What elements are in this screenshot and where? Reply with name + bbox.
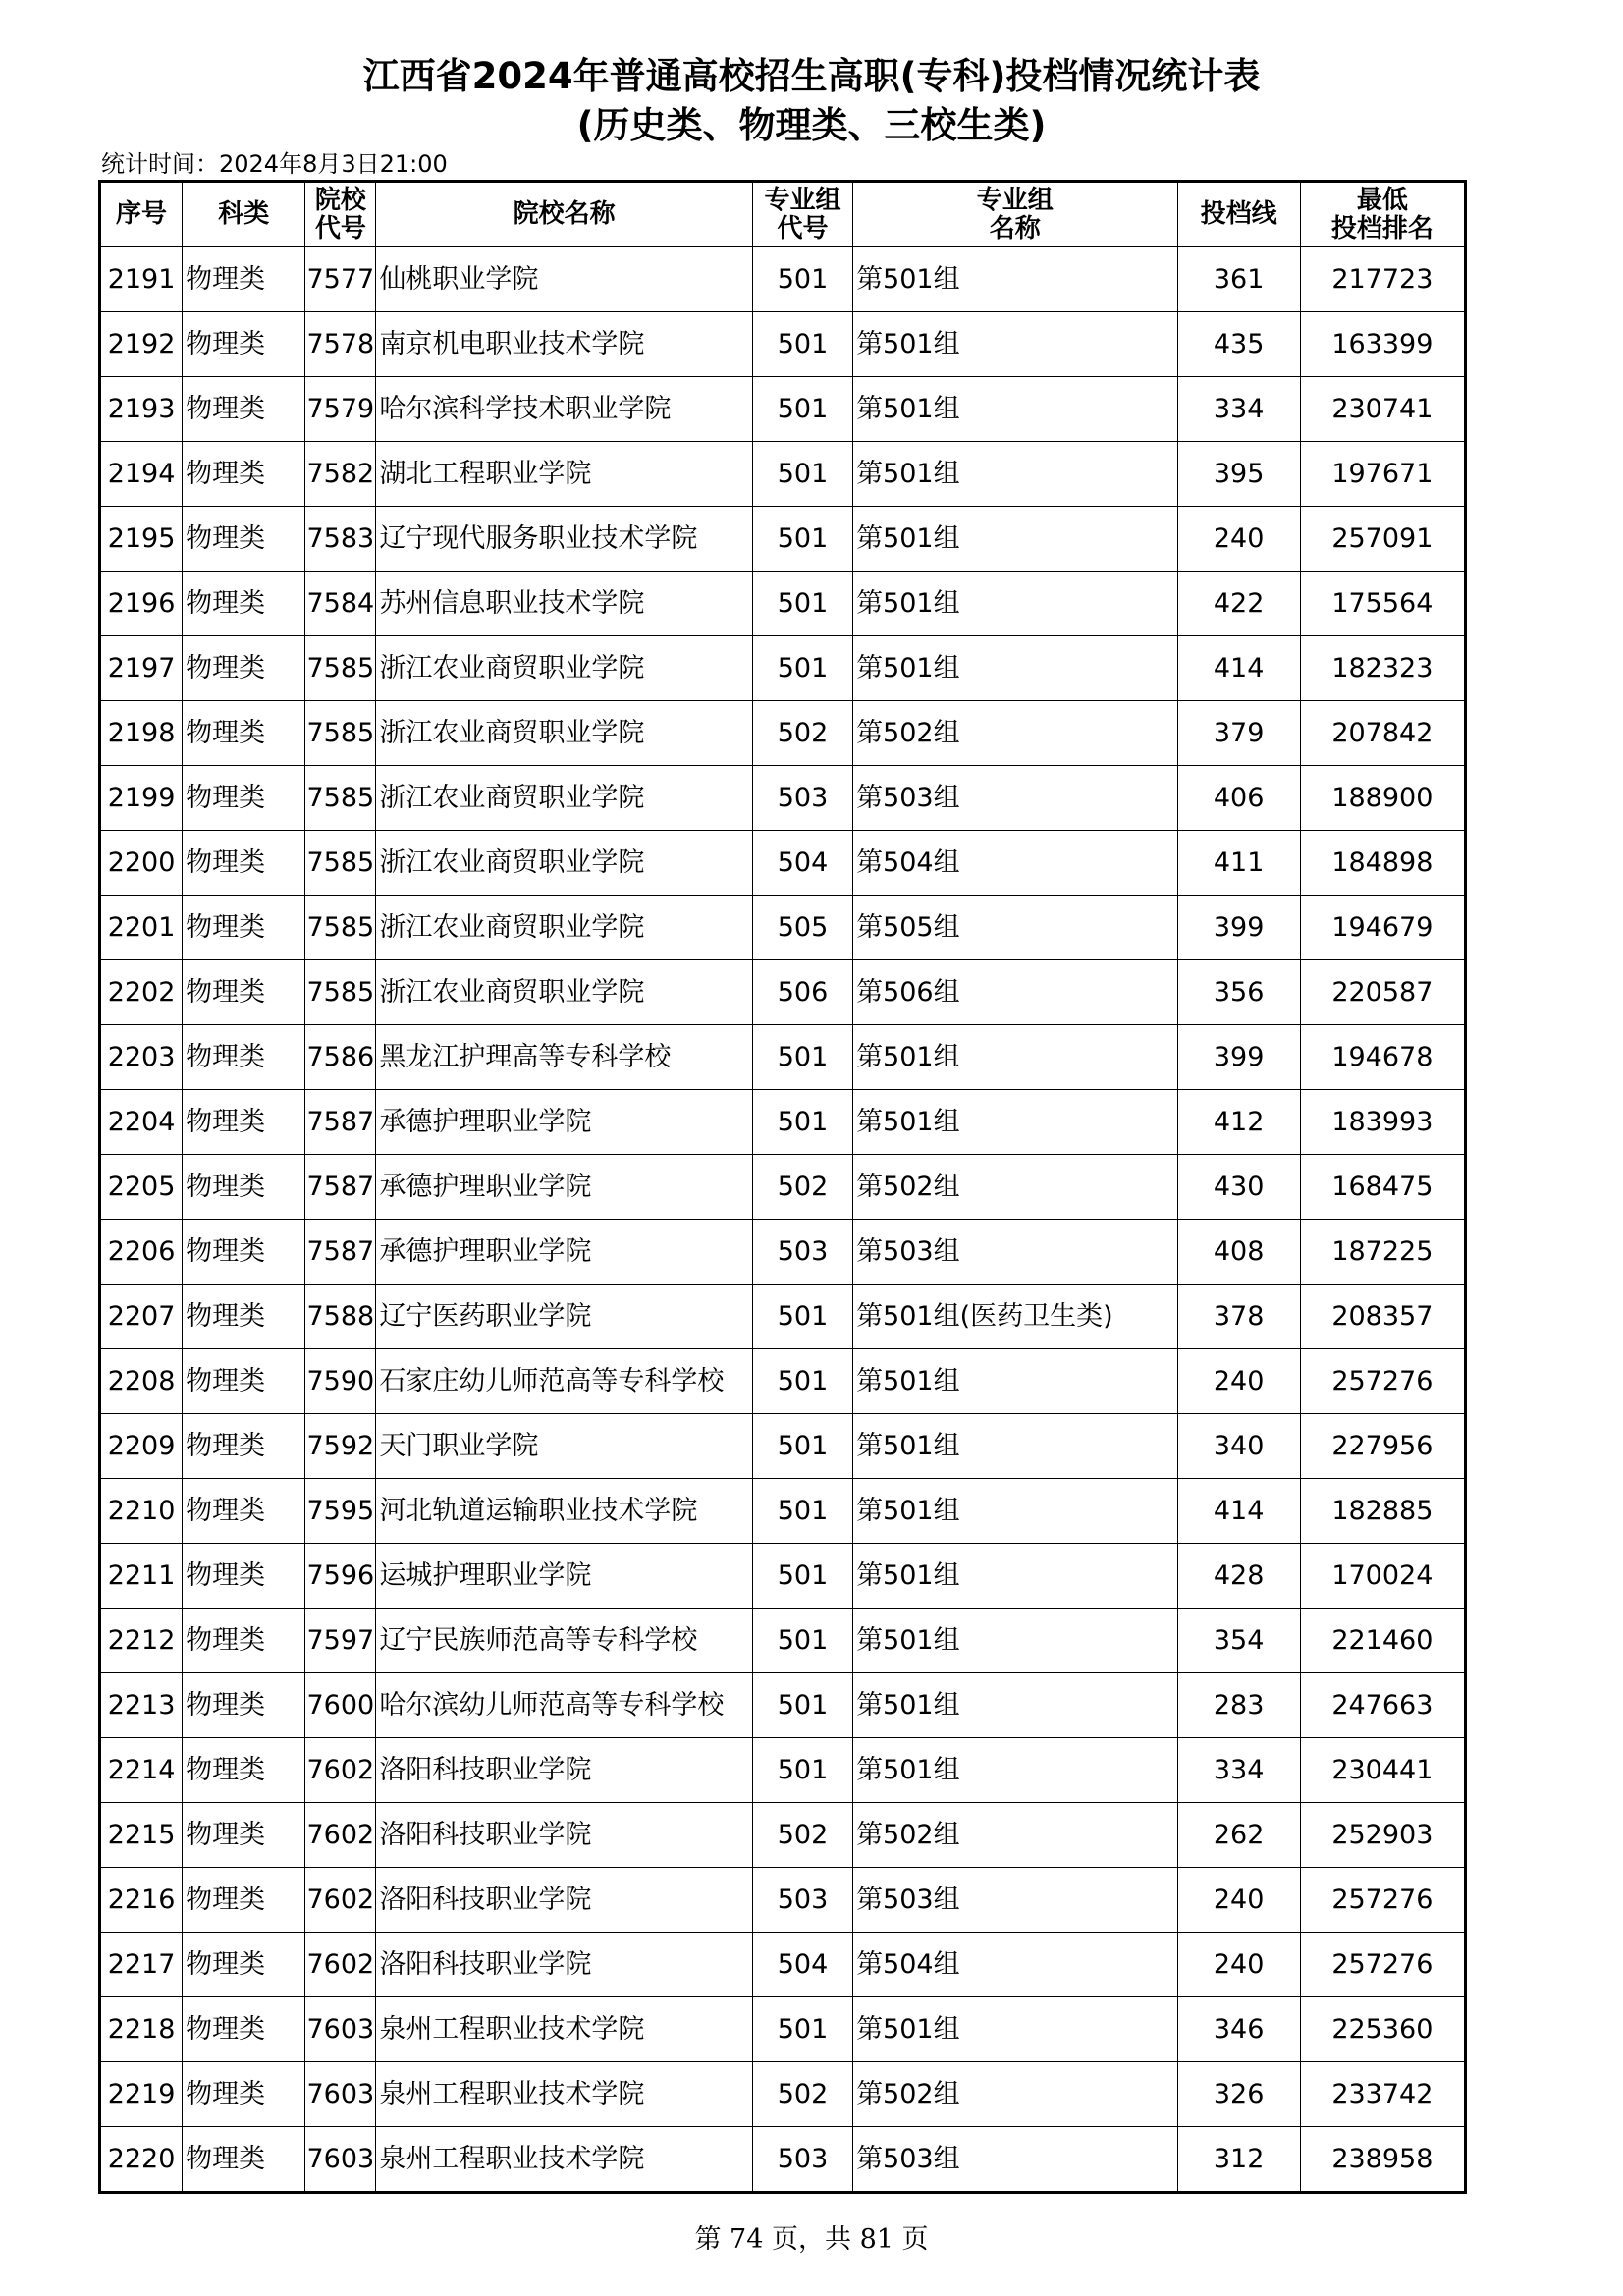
cell-group-name: 第504组 bbox=[853, 831, 1177, 896]
cell-group-name: 第501组 bbox=[853, 442, 1177, 507]
cell-category: 物理类 bbox=[183, 636, 305, 701]
cell-score-line: 340 bbox=[1177, 1414, 1300, 1479]
cell-min-rank: 194679 bbox=[1300, 896, 1465, 960]
cell-group-name: 第501组 bbox=[853, 1544, 1177, 1609]
cell-min-rank: 257091 bbox=[1300, 507, 1465, 572]
cell-school-code: 7595 bbox=[305, 1479, 376, 1544]
cell-school-code: 7603 bbox=[305, 2127, 376, 2193]
header-school-code bbox=[305, 182, 376, 247]
cell-group-name: 第501组 bbox=[853, 1025, 1177, 1090]
cell-min-rank: 257276 bbox=[1300, 1868, 1465, 1933]
cell-seq: 2211 bbox=[100, 1544, 183, 1609]
cell-group-name: 第501组(医药卫生类) bbox=[853, 1285, 1177, 1349]
cell-group-code: 501 bbox=[752, 636, 852, 701]
cell-category: 物理类 bbox=[183, 1738, 305, 1803]
cell-group-code: 501 bbox=[752, 1609, 852, 1673]
table-row bbox=[100, 831, 1466, 896]
table-row bbox=[100, 312, 1466, 377]
cell-group-code: 501 bbox=[752, 1285, 852, 1349]
cell-group-code: 501 bbox=[752, 312, 852, 377]
cell-category: 物理类 bbox=[183, 1803, 305, 1868]
header-school-name: 院校名称 bbox=[376, 182, 753, 247]
header-score-line: 投档线 bbox=[1177, 182, 1300, 247]
cell-score-line: 379 bbox=[1177, 701, 1300, 766]
cell-school-name: 苏州信息职业技术学院 bbox=[376, 572, 753, 636]
cell-seq: 2219 bbox=[100, 2062, 183, 2127]
cell-seq: 2194 bbox=[100, 442, 183, 507]
cell-school-name: 浙江农业商贸职业学院 bbox=[376, 896, 753, 960]
cell-seq: 2206 bbox=[100, 1220, 183, 1285]
cell-score-line: 283 bbox=[1177, 1673, 1300, 1738]
cell-min-rank: 230741 bbox=[1300, 377, 1465, 442]
cell-school-name: 浙江农业商贸职业学院 bbox=[376, 766, 753, 831]
cell-group-code: 501 bbox=[752, 507, 852, 572]
cell-category: 物理类 bbox=[183, 247, 305, 312]
cell-group-name: 第501组 bbox=[853, 1349, 1177, 1414]
table-row bbox=[100, 1025, 1466, 1090]
cell-score-line: 399 bbox=[1177, 1025, 1300, 1090]
cell-school-name: 浙江农业商贸职业学院 bbox=[376, 960, 753, 1025]
cell-seq: 2215 bbox=[100, 1803, 183, 1868]
cell-group-name: 第502组 bbox=[853, 1803, 1177, 1868]
cell-group-code: 502 bbox=[752, 701, 852, 766]
cell-score-line: 428 bbox=[1177, 1544, 1300, 1609]
cell-min-rank: 227956 bbox=[1300, 1414, 1465, 1479]
cell-group-name: 第501组 bbox=[853, 247, 1177, 312]
cell-score-line: 240 bbox=[1177, 1868, 1300, 1933]
cell-group-code: 505 bbox=[752, 896, 852, 960]
cell-group-name: 第501组 bbox=[853, 1997, 1177, 2062]
cell-group-name: 第506组 bbox=[853, 960, 1177, 1025]
cell-group-code: 503 bbox=[752, 1220, 852, 1285]
table-row bbox=[100, 442, 1466, 507]
page-footer: 第 74 页，共 81 页 bbox=[694, 2224, 929, 2255]
cell-min-rank: 188900 bbox=[1300, 766, 1465, 831]
cell-group-code: 504 bbox=[752, 1933, 852, 1997]
cell-school-code: 7577 bbox=[305, 247, 376, 312]
cell-min-rank: 208357 bbox=[1300, 1285, 1465, 1349]
cell-score-line: 312 bbox=[1177, 2127, 1300, 2193]
header-row bbox=[100, 182, 1466, 247]
cell-min-rank: 194678 bbox=[1300, 1025, 1465, 1090]
cell-group-code: 502 bbox=[752, 1803, 852, 1868]
cell-school-name: 洛阳科技职业学院 bbox=[376, 1738, 753, 1803]
cell-category: 物理类 bbox=[183, 1868, 305, 1933]
cell-school-name: 天门职业学院 bbox=[376, 1414, 753, 1479]
table-row bbox=[100, 247, 1466, 312]
header-group-name bbox=[853, 182, 1177, 247]
cell-min-rank: 233742 bbox=[1300, 2062, 1465, 2127]
table-row bbox=[100, 766, 1466, 831]
cell-score-line: 422 bbox=[1177, 572, 1300, 636]
cell-score-line: 240 bbox=[1177, 1349, 1300, 1414]
table-row bbox=[100, 636, 1466, 701]
cell-score-line: 414 bbox=[1177, 636, 1300, 701]
header-group-code bbox=[752, 182, 852, 247]
table-row bbox=[100, 1738, 1466, 1803]
cell-group-code: 503 bbox=[752, 766, 852, 831]
cell-school-code: 7585 bbox=[305, 636, 376, 701]
cell-group-name: 第501组 bbox=[853, 507, 1177, 572]
cell-school-code: 7602 bbox=[305, 1868, 376, 1933]
cell-school-name: 浙江农业商贸职业学院 bbox=[376, 636, 753, 701]
cell-school-name: 哈尔滨科学技术职业学院 bbox=[376, 377, 753, 442]
cell-school-name: 南京机电职业技术学院 bbox=[376, 312, 753, 377]
cell-school-name: 承德护理职业学院 bbox=[376, 1220, 753, 1285]
cell-category: 物理类 bbox=[183, 312, 305, 377]
header-school-code-line2: 代号 bbox=[314, 213, 366, 244]
cell-school-name: 哈尔滨幼儿师范高等专科学校 bbox=[376, 1673, 753, 1738]
cell-school-code: 7587 bbox=[305, 1220, 376, 1285]
cell-school-code: 7603 bbox=[305, 2062, 376, 2127]
cell-school-code: 7592 bbox=[305, 1414, 376, 1479]
cell-school-code: 7586 bbox=[305, 1025, 376, 1090]
cell-score-line: 414 bbox=[1177, 1479, 1300, 1544]
cell-score-line: 354 bbox=[1177, 1609, 1300, 1673]
cell-school-name: 浙江农业商贸职业学院 bbox=[376, 701, 753, 766]
cell-school-name: 运城护理职业学院 bbox=[376, 1544, 753, 1609]
cell-seq: 2198 bbox=[100, 701, 183, 766]
header-group-code-line2: 代号 bbox=[777, 213, 829, 244]
cell-category: 物理类 bbox=[183, 1285, 305, 1349]
table-row bbox=[100, 960, 1466, 1025]
cell-school-code: 7596 bbox=[305, 1544, 376, 1609]
cell-group-name: 第501组 bbox=[853, 1738, 1177, 1803]
cell-seq: 2204 bbox=[100, 1090, 183, 1155]
cell-score-line: 435 bbox=[1177, 312, 1300, 377]
cell-group-code: 501 bbox=[752, 442, 852, 507]
cell-category: 物理类 bbox=[183, 1997, 305, 2062]
cell-category: 物理类 bbox=[183, 1090, 305, 1155]
cell-group-name: 第501组 bbox=[853, 1479, 1177, 1544]
cell-school-code: 7578 bbox=[305, 312, 376, 377]
cell-group-name: 第501组 bbox=[853, 1090, 1177, 1155]
header-min-rank-line2: 投档排名 bbox=[1330, 213, 1434, 244]
cell-seq: 2203 bbox=[100, 1025, 183, 1090]
cell-category: 物理类 bbox=[183, 960, 305, 1025]
cell-score-line: 326 bbox=[1177, 2062, 1300, 2127]
cell-school-name: 石家庄幼儿师范高等专科学校 bbox=[376, 1349, 753, 1414]
cell-seq: 2192 bbox=[100, 312, 183, 377]
cell-group-name: 第501组 bbox=[853, 377, 1177, 442]
cell-category: 物理类 bbox=[183, 2127, 305, 2193]
cell-category: 物理类 bbox=[183, 701, 305, 766]
cell-score-line: 262 bbox=[1177, 1803, 1300, 1868]
cell-group-name: 第501组 bbox=[853, 572, 1177, 636]
cell-seq: 2208 bbox=[100, 1349, 183, 1414]
cell-school-name: 洛阳科技职业学院 bbox=[376, 1933, 753, 1997]
table-row bbox=[100, 507, 1466, 572]
cell-school-code: 7597 bbox=[305, 1609, 376, 1673]
cell-category: 物理类 bbox=[183, 1544, 305, 1609]
cell-seq: 2197 bbox=[100, 636, 183, 701]
cell-school-name: 仙桃职业学院 bbox=[376, 247, 753, 312]
cell-group-name: 第503组 bbox=[853, 766, 1177, 831]
cell-category: 物理类 bbox=[183, 1414, 305, 1479]
table-row bbox=[100, 1155, 1466, 1220]
cell-seq: 2205 bbox=[100, 1155, 183, 1220]
header-min-rank bbox=[1300, 182, 1465, 247]
cell-group-code: 503 bbox=[752, 1868, 852, 1933]
cell-category: 物理类 bbox=[183, 1673, 305, 1738]
cell-seq: 2195 bbox=[100, 507, 183, 572]
cell-school-code: 7585 bbox=[305, 831, 376, 896]
cell-min-rank: 225360 bbox=[1300, 1997, 1465, 2062]
table-row bbox=[100, 1349, 1466, 1414]
header-seq: 序号 bbox=[100, 182, 183, 247]
cell-group-code: 502 bbox=[752, 1155, 852, 1220]
table-row bbox=[100, 1673, 1466, 1738]
cell-group-name: 第501组 bbox=[853, 312, 1177, 377]
cell-score-line: 361 bbox=[1177, 247, 1300, 312]
header-group-name-line2: 名称 bbox=[989, 213, 1041, 244]
cell-school-code: 7585 bbox=[305, 701, 376, 766]
cell-min-rank: 238958 bbox=[1300, 2127, 1465, 2193]
cell-group-name: 第503组 bbox=[853, 1220, 1177, 1285]
cell-school-name: 辽宁医药职业学院 bbox=[376, 1285, 753, 1349]
header-school-code-line1: 院校 bbox=[314, 185, 366, 215]
table-row bbox=[100, 1220, 1466, 1285]
cell-school-code: 7600 bbox=[305, 1673, 376, 1738]
cell-min-rank: 183993 bbox=[1300, 1090, 1465, 1155]
cell-school-name: 河北轨道运输职业技术学院 bbox=[376, 1479, 753, 1544]
cell-group-name: 第502组 bbox=[853, 2062, 1177, 2127]
cell-school-name: 洛阳科技职业学院 bbox=[376, 1803, 753, 1868]
cell-group-code: 504 bbox=[752, 831, 852, 896]
cell-group-code: 501 bbox=[752, 1025, 852, 1090]
table-row bbox=[100, 701, 1466, 766]
cell-group-code: 501 bbox=[752, 1997, 852, 2062]
cell-score-line: 395 bbox=[1177, 442, 1300, 507]
page-title: 江西省2024年普通高校招生高职(专科)投档情况统计表 bbox=[362, 55, 1261, 97]
cell-seq: 2191 bbox=[100, 247, 183, 312]
table-row bbox=[100, 1997, 1466, 2062]
header-min-rank-line1: 最低 bbox=[1356, 185, 1408, 215]
cell-group-name: 第502组 bbox=[853, 1155, 1177, 1220]
cell-group-code: 501 bbox=[752, 1090, 852, 1155]
cell-group-code: 503 bbox=[752, 2127, 852, 2193]
cell-score-line: 334 bbox=[1177, 377, 1300, 442]
table-row bbox=[100, 2127, 1466, 2193]
cell-category: 物理类 bbox=[183, 572, 305, 636]
cell-group-code: 501 bbox=[752, 247, 852, 312]
cell-group-code: 502 bbox=[752, 2062, 852, 2127]
admission-table bbox=[98, 180, 1467, 2194]
cell-school-code: 7602 bbox=[305, 1933, 376, 1997]
stat-time: 统计时间：2024年8月3日21:00 bbox=[101, 150, 448, 178]
cell-school-name: 泉州工程职业技术学院 bbox=[376, 2127, 753, 2193]
cell-group-name: 第504组 bbox=[853, 1933, 1177, 1997]
cell-score-line: 412 bbox=[1177, 1090, 1300, 1155]
cell-min-rank: 247663 bbox=[1300, 1673, 1465, 1738]
cell-seq: 2201 bbox=[100, 896, 183, 960]
cell-seq: 2217 bbox=[100, 1933, 183, 1997]
cell-school-name: 辽宁现代服务职业技术学院 bbox=[376, 507, 753, 572]
header-group-code-line1: 专业组 bbox=[764, 185, 841, 215]
cell-category: 物理类 bbox=[183, 1479, 305, 1544]
table-row bbox=[100, 1544, 1466, 1609]
cell-seq: 2218 bbox=[100, 1997, 183, 2062]
cell-min-rank: 182323 bbox=[1300, 636, 1465, 701]
cell-min-rank: 220587 bbox=[1300, 960, 1465, 1025]
cell-group-code: 501 bbox=[752, 572, 852, 636]
cell-min-rank: 170024 bbox=[1300, 1544, 1465, 1609]
cell-group-name: 第502组 bbox=[853, 701, 1177, 766]
cell-seq: 2210 bbox=[100, 1479, 183, 1544]
cell-score-line: 406 bbox=[1177, 766, 1300, 831]
cell-score-line: 399 bbox=[1177, 896, 1300, 960]
table-row bbox=[100, 896, 1466, 960]
cell-school-name: 黑龙江护理高等专科学校 bbox=[376, 1025, 753, 1090]
cell-seq: 2212 bbox=[100, 1609, 183, 1673]
cell-seq: 2209 bbox=[100, 1414, 183, 1479]
cell-min-rank: 252903 bbox=[1300, 1803, 1465, 1868]
cell-category: 物理类 bbox=[183, 831, 305, 896]
cell-group-code: 501 bbox=[752, 1738, 852, 1803]
cell-group-name: 第501组 bbox=[853, 1673, 1177, 1738]
cell-group-code: 501 bbox=[752, 1544, 852, 1609]
table-row bbox=[100, 1609, 1466, 1673]
cell-group-name: 第501组 bbox=[853, 1609, 1177, 1673]
cell-category: 物理类 bbox=[183, 1349, 305, 1414]
cell-min-rank: 187225 bbox=[1300, 1220, 1465, 1285]
cell-score-line: 408 bbox=[1177, 1220, 1300, 1285]
cell-group-code: 501 bbox=[752, 1414, 852, 1479]
cell-min-rank: 230441 bbox=[1300, 1738, 1465, 1803]
cell-seq: 2220 bbox=[100, 2127, 183, 2193]
cell-score-line: 334 bbox=[1177, 1738, 1300, 1803]
cell-category: 物理类 bbox=[183, 507, 305, 572]
cell-min-rank: 207842 bbox=[1300, 701, 1465, 766]
cell-category: 物理类 bbox=[183, 1025, 305, 1090]
cell-min-rank: 197671 bbox=[1300, 442, 1465, 507]
header-category: 科类 bbox=[183, 182, 305, 247]
cell-min-rank: 168475 bbox=[1300, 1155, 1465, 1220]
cell-score-line: 240 bbox=[1177, 1933, 1300, 1997]
table-row bbox=[100, 1090, 1466, 1155]
cell-category: 物理类 bbox=[183, 1155, 305, 1220]
cell-school-code: 7588 bbox=[305, 1285, 376, 1349]
cell-category: 物理类 bbox=[183, 1933, 305, 1997]
cell-school-code: 7579 bbox=[305, 377, 376, 442]
cell-group-code: 501 bbox=[752, 1673, 852, 1738]
cell-school-code: 7587 bbox=[305, 1090, 376, 1155]
table-row bbox=[100, 377, 1466, 442]
cell-seq: 2200 bbox=[100, 831, 183, 896]
cell-school-name: 泉州工程职业技术学院 bbox=[376, 1997, 753, 2062]
cell-min-rank: 163399 bbox=[1300, 312, 1465, 377]
cell-seq: 2199 bbox=[100, 766, 183, 831]
cell-category: 物理类 bbox=[183, 2062, 305, 2127]
cell-seq: 2193 bbox=[100, 377, 183, 442]
cell-group-name: 第501组 bbox=[853, 636, 1177, 701]
cell-seq: 2207 bbox=[100, 1285, 183, 1349]
cell-score-line: 378 bbox=[1177, 1285, 1300, 1349]
cell-min-rank: 217723 bbox=[1300, 247, 1465, 312]
cell-min-rank: 257276 bbox=[1300, 1933, 1465, 1997]
cell-group-code: 501 bbox=[752, 377, 852, 442]
cell-min-rank: 175564 bbox=[1300, 572, 1465, 636]
table-row bbox=[100, 2062, 1466, 2127]
cell-group-name: 第501组 bbox=[853, 1414, 1177, 1479]
cell-school-name: 浙江农业商贸职业学院 bbox=[376, 831, 753, 896]
cell-min-rank: 221460 bbox=[1300, 1609, 1465, 1673]
table-row bbox=[100, 1479, 1466, 1544]
cell-school-name: 辽宁民族师范高等专科学校 bbox=[376, 1609, 753, 1673]
cell-seq: 2202 bbox=[100, 960, 183, 1025]
cell-school-code: 7587 bbox=[305, 1155, 376, 1220]
cell-category: 物理类 bbox=[183, 766, 305, 831]
cell-category: 物理类 bbox=[183, 1609, 305, 1673]
cell-school-code: 7590 bbox=[305, 1349, 376, 1414]
cell-school-name: 承德护理职业学院 bbox=[376, 1155, 753, 1220]
cell-seq: 2216 bbox=[100, 1868, 183, 1933]
cell-school-name: 泉州工程职业技术学院 bbox=[376, 2062, 753, 2127]
cell-score-line: 240 bbox=[1177, 507, 1300, 572]
page-subtitle: (历史类、物理类、三校生类) bbox=[576, 104, 1047, 146]
header-group-name-line1: 专业组 bbox=[976, 185, 1054, 215]
cell-school-code: 7602 bbox=[305, 1803, 376, 1868]
cell-min-rank: 257276 bbox=[1300, 1349, 1465, 1414]
cell-school-code: 7584 bbox=[305, 572, 376, 636]
cell-seq: 2196 bbox=[100, 572, 183, 636]
cell-group-code: 506 bbox=[752, 960, 852, 1025]
cell-category: 物理类 bbox=[183, 1220, 305, 1285]
table-row bbox=[100, 1414, 1466, 1479]
cell-seq: 2213 bbox=[100, 1673, 183, 1738]
cell-school-code: 7585 bbox=[305, 896, 376, 960]
cell-min-rank: 182885 bbox=[1300, 1479, 1465, 1544]
table-row bbox=[100, 1868, 1466, 1933]
cell-score-line: 411 bbox=[1177, 831, 1300, 896]
cell-min-rank: 184898 bbox=[1300, 831, 1465, 896]
cell-group-code: 501 bbox=[752, 1349, 852, 1414]
cell-school-code: 7583 bbox=[305, 507, 376, 572]
table-row bbox=[100, 1803, 1466, 1868]
cell-school-code: 7585 bbox=[305, 960, 376, 1025]
cell-school-name: 承德护理职业学院 bbox=[376, 1090, 753, 1155]
cell-category: 物理类 bbox=[183, 442, 305, 507]
cell-school-code: 7585 bbox=[305, 766, 376, 831]
cell-category: 物理类 bbox=[183, 377, 305, 442]
table-row bbox=[100, 1285, 1466, 1349]
cell-score-line: 430 bbox=[1177, 1155, 1300, 1220]
cell-seq: 2214 bbox=[100, 1738, 183, 1803]
cell-school-name: 湖北工程职业学院 bbox=[376, 442, 753, 507]
cell-school-name: 洛阳科技职业学院 bbox=[376, 1868, 753, 1933]
cell-group-name: 第505组 bbox=[853, 896, 1177, 960]
cell-group-name: 第503组 bbox=[853, 1868, 1177, 1933]
cell-school-code: 7603 bbox=[305, 1997, 376, 2062]
cell-school-code: 7582 bbox=[305, 442, 376, 507]
cell-group-name: 第503组 bbox=[853, 2127, 1177, 2193]
cell-group-code: 501 bbox=[752, 1479, 852, 1544]
cell-school-code: 7602 bbox=[305, 1738, 376, 1803]
table-row bbox=[100, 572, 1466, 636]
table-row bbox=[100, 1933, 1466, 1997]
cell-score-line: 356 bbox=[1177, 960, 1300, 1025]
cell-category: 物理类 bbox=[183, 896, 305, 960]
cell-score-line: 346 bbox=[1177, 1997, 1300, 2062]
